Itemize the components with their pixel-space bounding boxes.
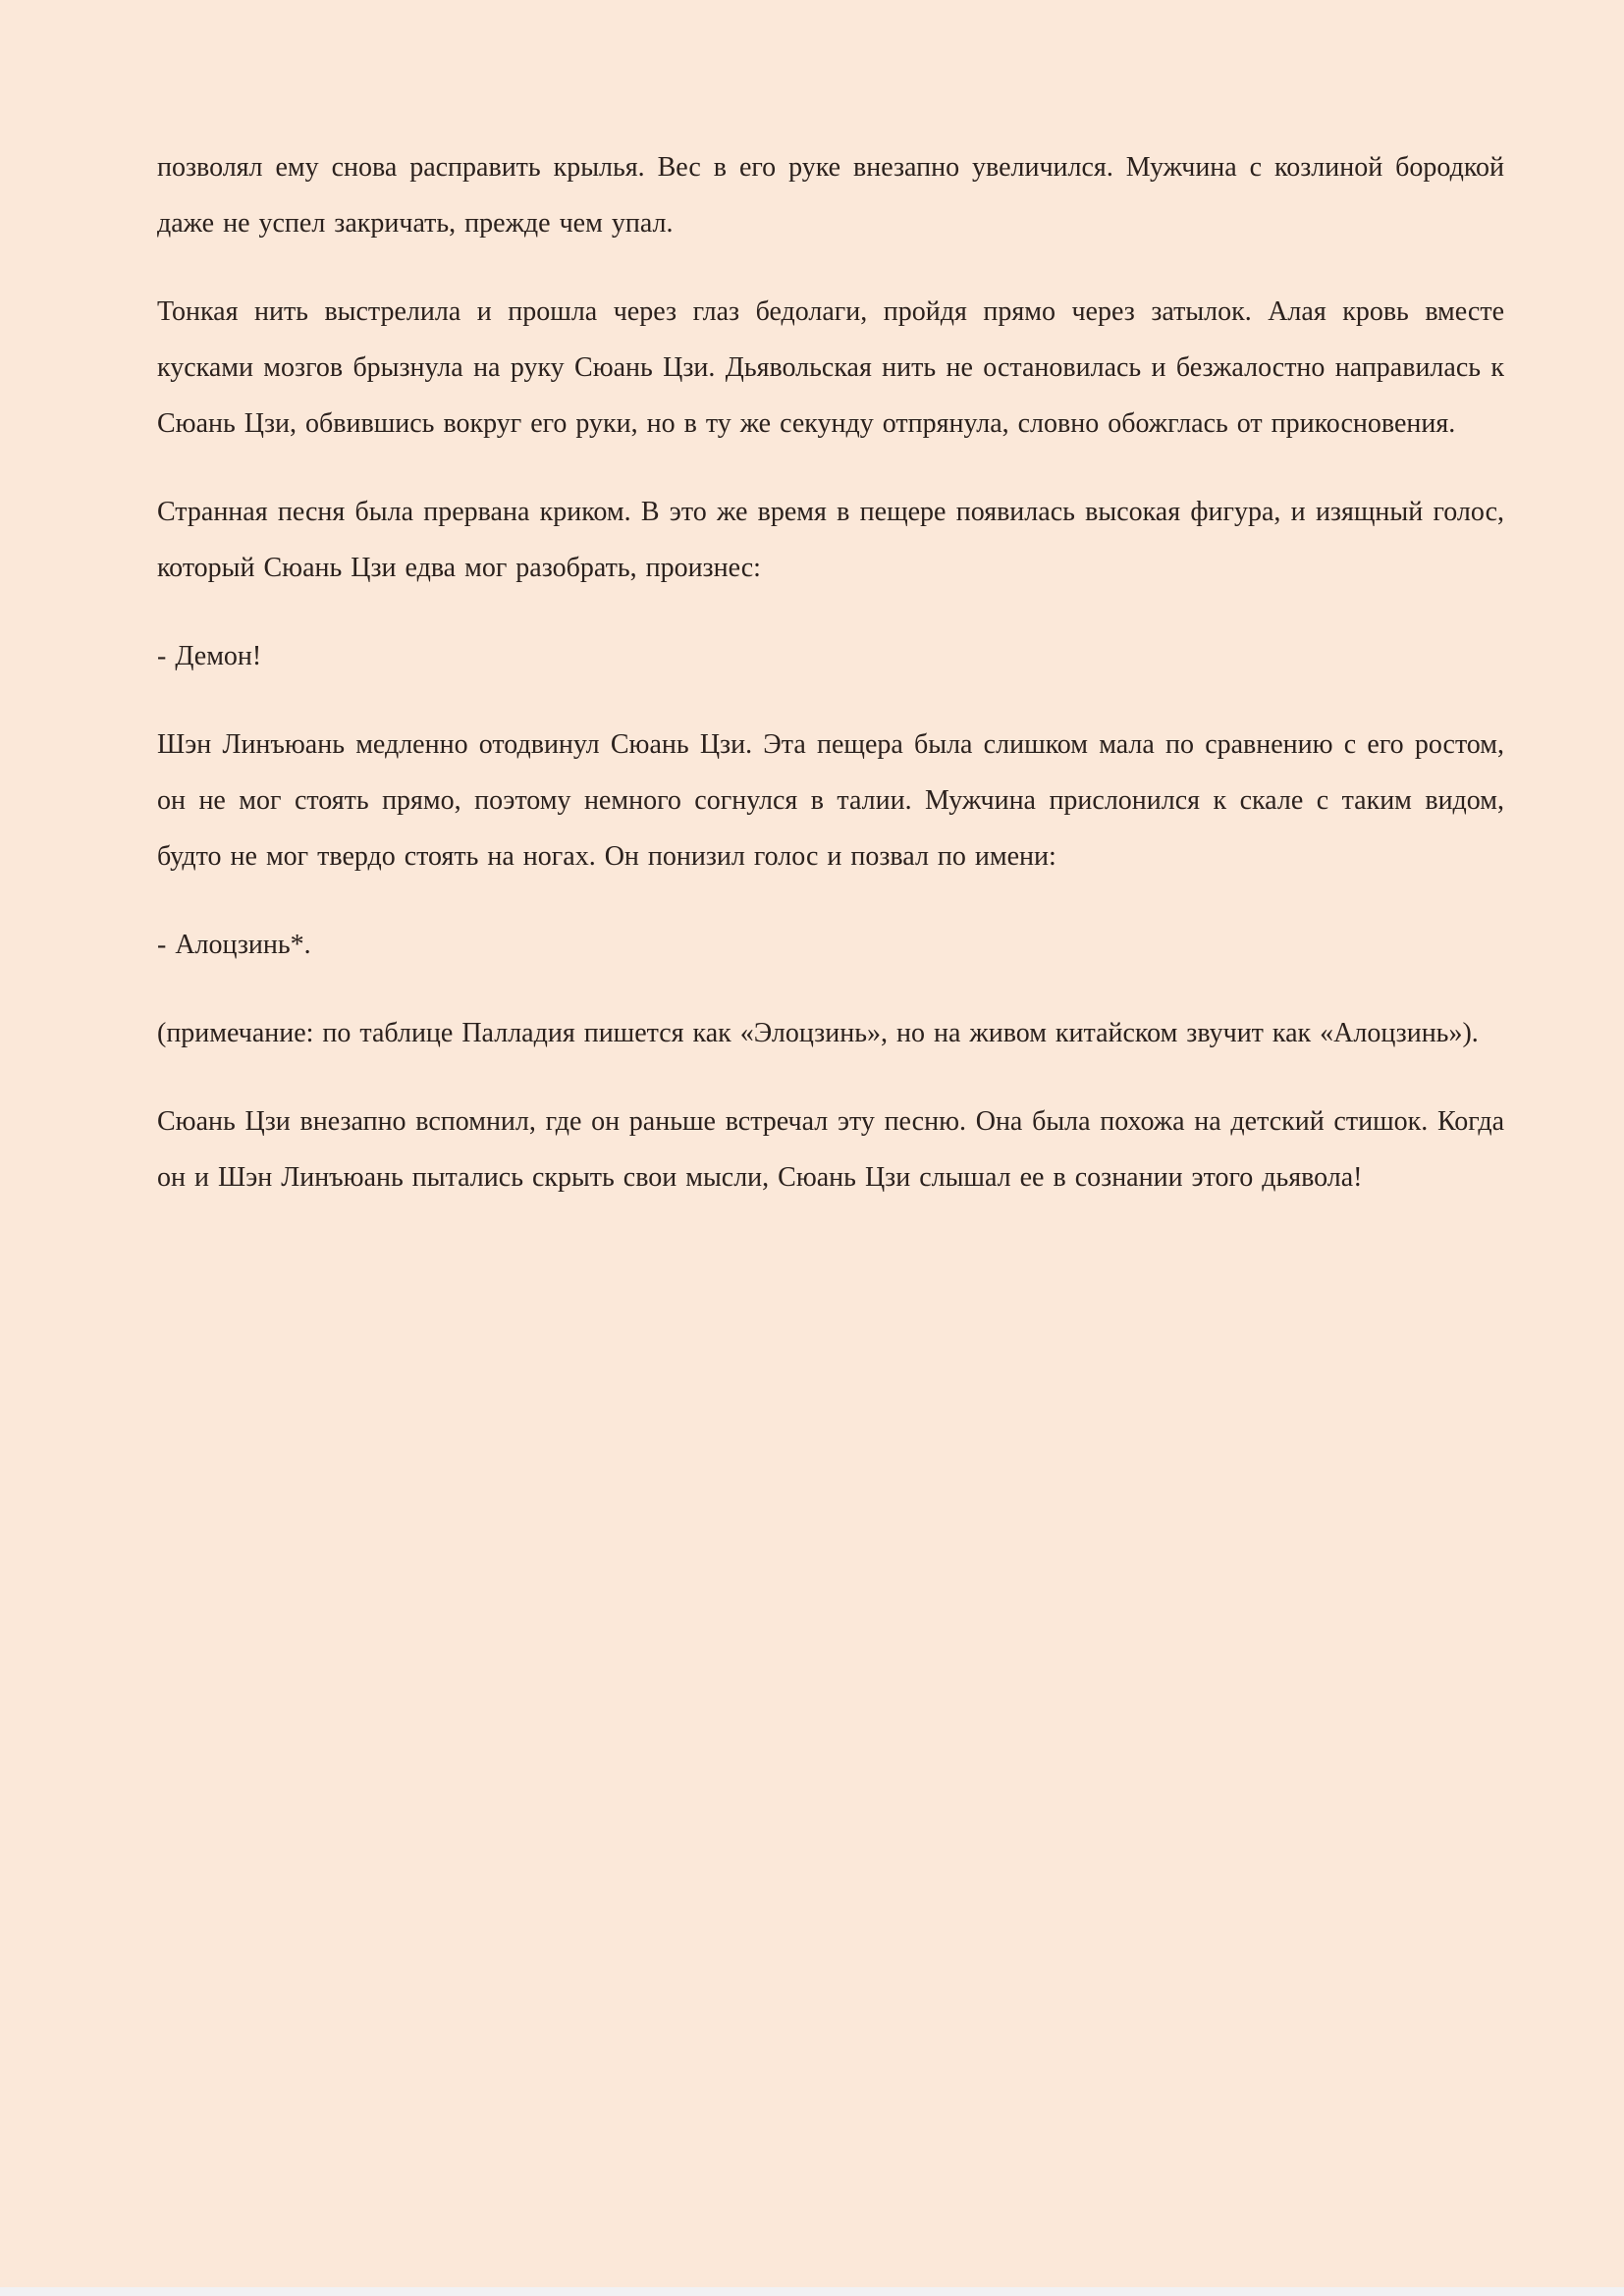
translator-note: (примечание: по таблице Палладия пишется как «Элоцзинь», но на живом китайском звучит как «Алоцзинь»). [157,1018,1479,1048]
paragraph: Сюань Цзи внезапно вспомнил, где он раньше встречал эту песню. Она была похожа на детский стишок. Когда он и Шэн Линъюань пытались скрыть свои мысли, Сюань Цзи слышал ее в сознании этого дьявола! [157,1106,1504,1193]
paragraph: Странная песня была прервана криком. В это же время в пещере появилась высокая фигура, и изящный голос, который Сюань Цзи едва мог разобрать, произнес: [157,497,1504,583]
paragraph: позволял ему снова расправить крылья. Вес в его руке внезапно увеличился. Мужчина с козлиной бородкой даже не успел закричать, прежде чем упал. [157,152,1504,239]
dialogue-line: - Демон! [157,641,262,671]
paragraph: Тонкая нить выстрелила и прошла через глаз бедолаги, пройдя прямо через затылок. Алая кровь вместе кусками мозгов брызнула на руку Сюань Цзи. Дьявольская нить не остановилась и безжалостно направилась к Сюань Цзи, обвившись вокруг его руки, но в ту же секунду отпрянула, словно обожглась от прикосновения. [157,296,1504,439]
dialogue-line: - Алоцзинь*. [157,930,311,960]
text-column [157,139,1504,1238]
bottom-strip [0,2287,1624,2296]
paragraph: Шэн Линъюань медленно отодвинул Сюань Цзи. Эта пещера была слишком мала по сравнению с его ростом, он не мог стоять прямо, поэтому немного согнулся в талии. Мужчина прислонился к скале с таким видом, будто не мог твердо стоять на ногах. Он понизил голос и позвал по имени: [157,729,1504,872]
